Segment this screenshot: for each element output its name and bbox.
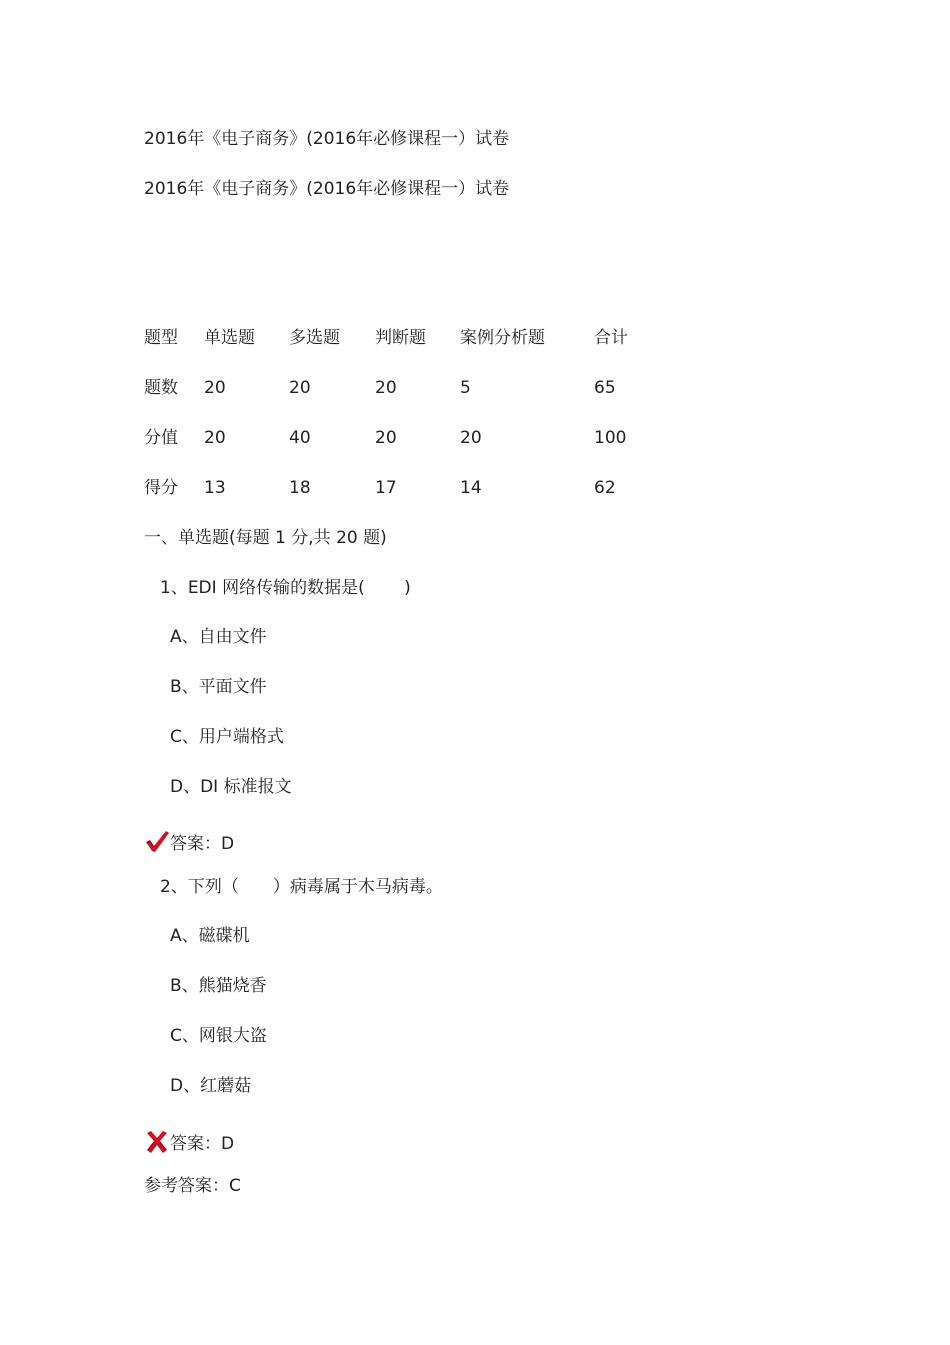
table-cell: 13 xyxy=(204,478,226,498)
doc-subtitle: 2016年《电子商务》(2016年必修课程一）试卷 xyxy=(144,179,510,199)
question-1-answer-line xyxy=(144,829,234,855)
table-cell: 17 xyxy=(375,478,397,498)
table-cell: 5 xyxy=(460,378,471,398)
question-1-option-c: C、用户端格式 xyxy=(170,727,284,747)
question-2-option-b: B、熊猫烧香 xyxy=(170,976,267,996)
section-title: 一、单选题(每题 1 分,共 20 题) xyxy=(144,528,387,548)
table-header-cell: 案例分析题 xyxy=(460,328,545,348)
question-1-option-a: A、自由文件 xyxy=(170,627,267,647)
cross-icon xyxy=(144,1129,170,1155)
table-cell: 14 xyxy=(460,478,482,498)
question-2-answer-line xyxy=(144,1129,234,1155)
table-cell: 40 xyxy=(289,428,311,448)
table-cell: 62 xyxy=(594,478,616,498)
question-1-option-d: D、DI 标准报文 xyxy=(170,777,292,797)
question-2-option-d: D、红蘑菇 xyxy=(170,1076,252,1096)
table-cell: 100 xyxy=(594,428,627,448)
table-header-cell: 题型 xyxy=(144,328,178,348)
question-2-reference-answer: 参考答案：C xyxy=(144,1176,241,1196)
table-cell: 18 xyxy=(289,478,311,498)
table-cell: 20 xyxy=(375,378,397,398)
table-cell: 题数 xyxy=(144,378,178,398)
table-header-cell: 单选题 xyxy=(204,328,255,348)
question-1-text: 1、EDI 网络传输的数据是( ) xyxy=(160,578,411,598)
check-icon xyxy=(144,829,170,855)
table-cell: 20 xyxy=(460,428,482,448)
table-cell: 65 xyxy=(594,378,616,398)
table-header-cell: 判断题 xyxy=(375,328,426,348)
table-cell: 分值 xyxy=(144,428,178,448)
question-2-answer: 答案：D xyxy=(170,1134,235,1154)
question-2-text: 2、下列（ ）病毒属于木马病毒。 xyxy=(160,877,443,897)
question-2-option-c: C、网银大盗 xyxy=(170,1026,267,1046)
question-2-option-a: A、磁碟机 xyxy=(170,926,250,946)
doc-title: 2016年《电子商务》(2016年必修课程一）试卷 xyxy=(144,129,510,149)
table-header-cell: 合计 xyxy=(594,328,628,348)
table-cell: 得分 xyxy=(144,478,178,498)
table-cell: 20 xyxy=(204,378,226,398)
table-header-cell: 多选题 xyxy=(289,328,340,348)
table-cell: 20 xyxy=(375,428,397,448)
table-cell: 20 xyxy=(204,428,226,448)
question-1-option-b: B、平面文件 xyxy=(170,677,267,697)
question-1-answer: 答案：D xyxy=(170,834,235,854)
table-cell: 20 xyxy=(289,378,311,398)
